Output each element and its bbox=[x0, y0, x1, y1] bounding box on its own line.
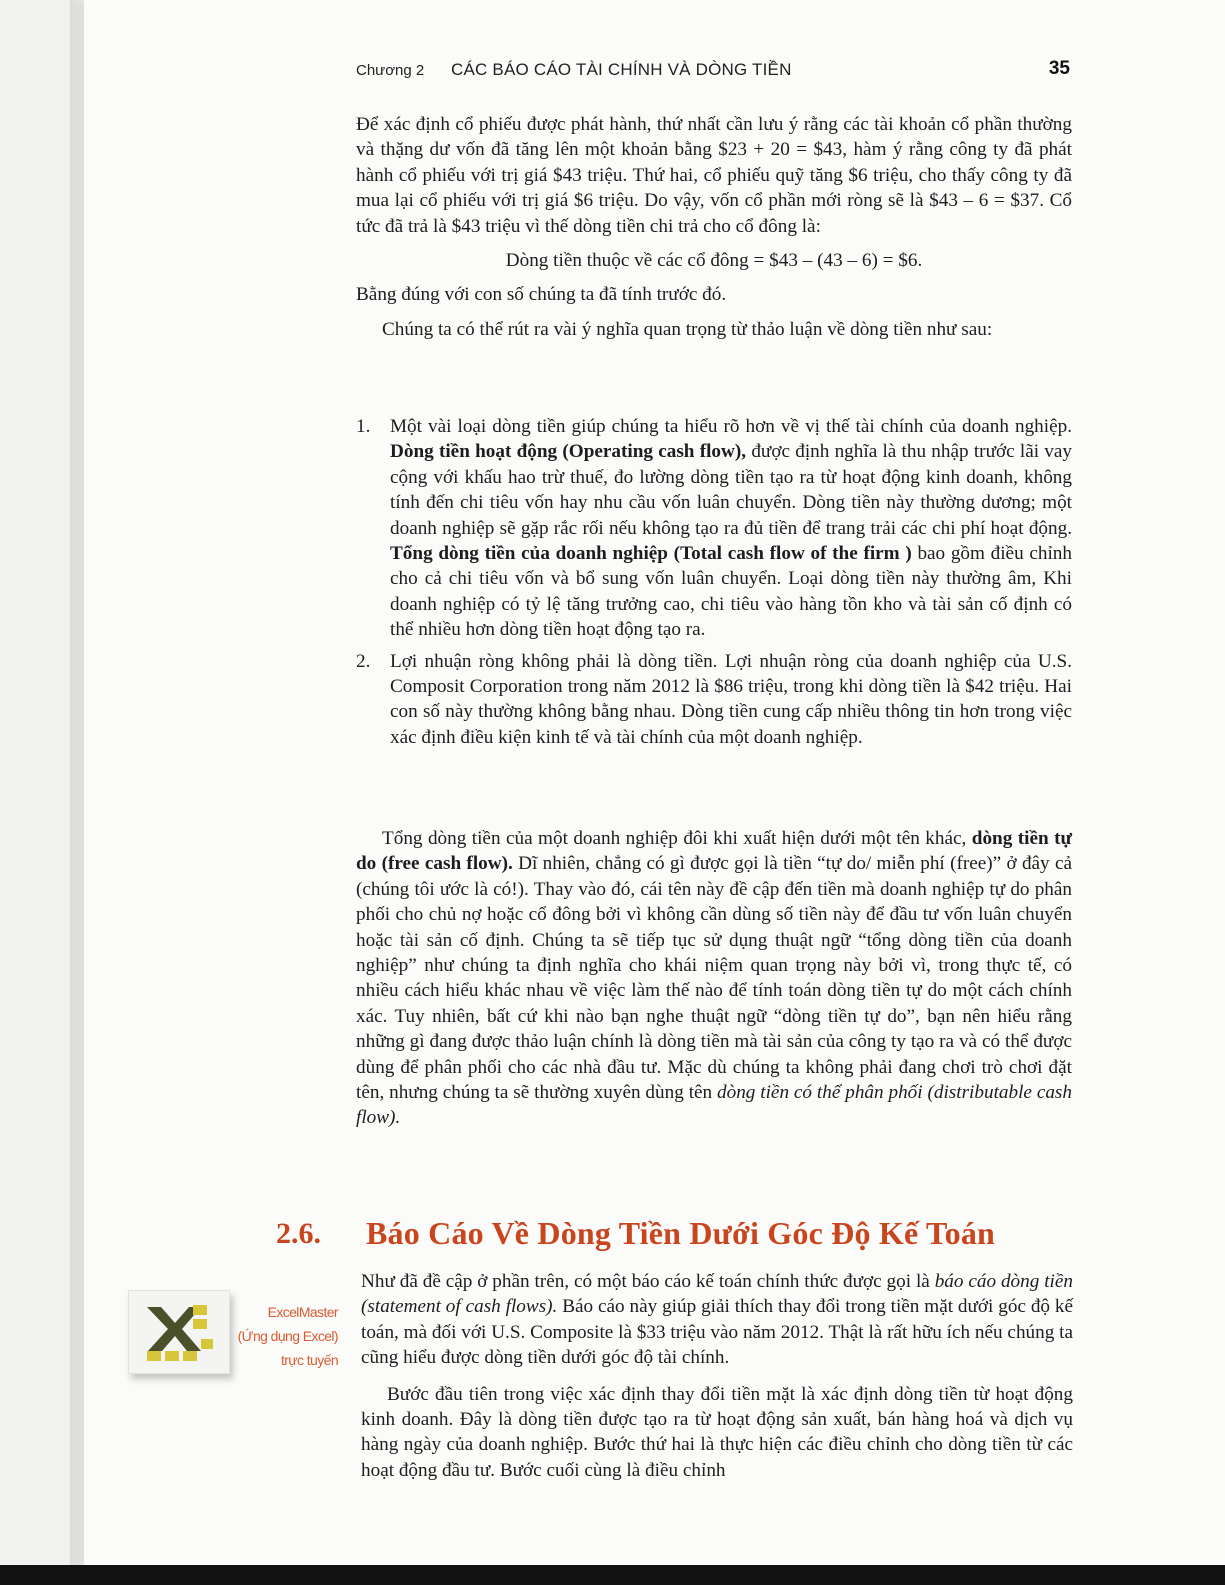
excelmaster-online: trực tuyến bbox=[280, 1352, 338, 1368]
term-distributable-cash-flow: dòng tiền có thể phân phối (distributable cash flow). bbox=[356, 1082, 1072, 1129]
section-heading bbox=[276, 1213, 1076, 1263]
list-text: Lợi nhuận ròng không phải là dòng tiền. Lợi nhuận ròng của doanh nghiệp của U.S. Composit Corporation trong năm 2012 là $86 triệu, trong khi dòng tiền là $42 triệu. Hai con số này thường không bằng nhau. Dòng tiền cung cấp nhiều thông tin hơn trong việc xác định điều kiện kinh tế và tài chính của một doanh nghiệp. bbox=[390, 650, 1072, 748]
running-header bbox=[356, 58, 1074, 82]
scan-bottom-edge bbox=[0, 1565, 1225, 1585]
section-title: Báo Cáo Về Dòng Tiền Dưới Góc Độ Kế Toán bbox=[366, 1215, 996, 1251]
section-number: 2.6. bbox=[276, 1217, 321, 1250]
lead-paragraph: Chúng ta có thể rút ra vài ý nghĩa quan trọng từ thảo luận về dòng tiền như sau: bbox=[382, 318, 993, 340]
paragraph-text: Báo cáo này giúp giải thích thay đổi trong tiền mặt dưới góc độ kế toán, mà đối với U.S. Composite là $33 triệu vào năm 2012. Thật là rất hữu ích nếu chúng ta cũng hiểu được dòng tiền dưới góc độ tài chính. bbox=[361, 1296, 1074, 1369]
section-paragraph bbox=[361, 1269, 1073, 1371]
equation: Dòng tiền thuộc về các cổ đông = $43 – (43 – 6) = $6. bbox=[505, 250, 923, 272]
paragraph-text: Như đã đề cập ở phần trên, có một báo cáo kế toán chính thức được gọi là bbox=[361, 1271, 935, 1292]
excelmaster-label bbox=[228, 1300, 338, 1372]
excel-icon bbox=[128, 1290, 230, 1374]
list-text: được định nghĩa là thu nhập trước lãi vay cộng với khấu hao trừ thuế, đo lường dòng tiền tạo ra từ hoạt động kinh doanh, không tính đến chi tiêu vốn hay nhu cầu vốn luân chuyển. Dòng tiền này thường dương; một doanh nghiệp sẽ gặp rắc rối nếu không tạo ra đủ tiền để trang trải các chi phí hoạt động. bbox=[390, 441, 1072, 539]
paragraph-text: Dĩ nhiên, chẳng có gì được gọi là tiền “tự do/ miễn phí (free)” ở đây cả (chúng tôi ước là có!). Thay vào đó, cái tên này đề cập đến tiền mà doanh nghiệp tự do phân phối cho chủ nợ hoặc cổ đông bởi vì không cần dùng số tiền này để đầu tư vốn luân chuyển hoặc tài sản cố định. Chúng ta sẽ tiếp tục sử dụng thuật ngữ “tổng dòng tiền của doanh nghiệp” như chúng ta định nghĩa cho khái niệm quan trọng này bởi vì, trong thực tế, có nhiều cách hiểu khác nhau về việc làm thế nào để tính toán dòng tiền tự do một cách chính xác. Tuy nhiên, bất cứ khi nào bạn nghe thuật ngữ “dòng tiền tự do”, bạn nên hiểu rằng những gì đang được thảo luận chính là dòng tiền mà tài sản của công ty tạo ra và có thể được dùng để phân phối cho các nhà đầu tư. Mặc dù chúng ta không phải đang chơi trò chơi đặt tên, nhưng chúng ta sẽ thường xuyên dùng tên bbox=[356, 853, 1072, 1104]
section-paragraph: Bước đầu tiên trong việc xác định thay đổi tiền mặt là xác định dòng tiền từ hoạt động kinh doanh. Đây là dòng tiền được tạo ra từ hoạt động sản xuất, bán hàng hoá và dịch vụ hàng ngày của doanh nghiệp. Bước thứ hai là thực hiện các điều chỉnh cho dòng tiền từ các hoạt động đầu tư. Bước cuối cùng là điều chỉnh bbox=[361, 1383, 1073, 1481]
list-number: 1. bbox=[356, 416, 371, 437]
free-cash-flow-paragraph bbox=[356, 826, 1072, 1131]
chapter-title: CÁC BÁO CÁO TÀI CHÍNH VÀ DÒNG TIỀN bbox=[451, 60, 792, 79]
term-free-cash-flow: dòng tiền tự do (free cash flow). bbox=[356, 828, 1073, 875]
paragraph-text: Tổng dòng tiền của một doanh nghiệp đôi khi xuất hiện dưới một tên khác, bbox=[382, 828, 972, 849]
excelmaster-subtitle: (Ứng dụng Excel) bbox=[237, 1328, 338, 1344]
numbered-list bbox=[356, 414, 1072, 750]
page-number: 35 bbox=[1048, 58, 1070, 79]
list-text: Một vài loại dòng tiền giúp chúng ta hiểu rõ hơn về vị thế tài chính của doanh nghiệp. bbox=[390, 416, 1072, 437]
excelmaster-title: ExcelMaster bbox=[267, 1304, 338, 1320]
list-item bbox=[356, 414, 1072, 643]
term-total-cash-flow: Tổng dòng tiền của doanh nghiệp (Total cash flow of the firm ) bbox=[390, 543, 912, 565]
section-body bbox=[361, 1269, 1073, 1483]
list-number: 2. bbox=[356, 650, 371, 672]
intro-block bbox=[356, 112, 1072, 342]
result-paragraph: Bằng đúng với con số chúng ta đã tính trước đó. bbox=[356, 284, 727, 306]
chapter-label: Chương 2 bbox=[356, 62, 425, 79]
intro-paragraph: Để xác định cổ phiếu được phát hành, thứ nhất cần lưu ý rằng các tài khoản cổ phần thường và thặng dư vốn đã tăng lên một khoản bằng $23 + 20 = $43, hàm ý rằng công ty đã phát hành cổ phiếu với trị giá $43 triệu. Thứ hai, cổ phiếu quỹ tăng $6 triệu, cho thấy công ty đã mua lại cổ phiếu với trị giá $6 triệu. Do vậy, vốn cổ phần mới ròng sẽ là $43 – 6 = $37. Cổ tức đã trả là $43 triệu vì thế dòng tiền chi trả cho cổ đông là: bbox=[356, 114, 1072, 237]
term-operating-cash-flow: Dòng tiền hoạt động (Operating cash flow), bbox=[390, 441, 747, 463]
term-statement-of-cash-flows: báo cáo dòng tiền (statement of cash flows). bbox=[361, 1271, 1073, 1318]
list-text: bao gồm điều chỉnh cho cả chi tiêu vốn và bổ sung vốn luân chuyển. Loại dòng tiền này thường âm, Khi doanh nghiệp có tỷ lệ tăng trưởng cao, chi tiêu vào hàng tồn kho và tài sản cố định có thể nhiều hơn dòng tiền hoạt động tạo ra. bbox=[390, 543, 1072, 641]
list-item bbox=[356, 649, 1072, 751]
